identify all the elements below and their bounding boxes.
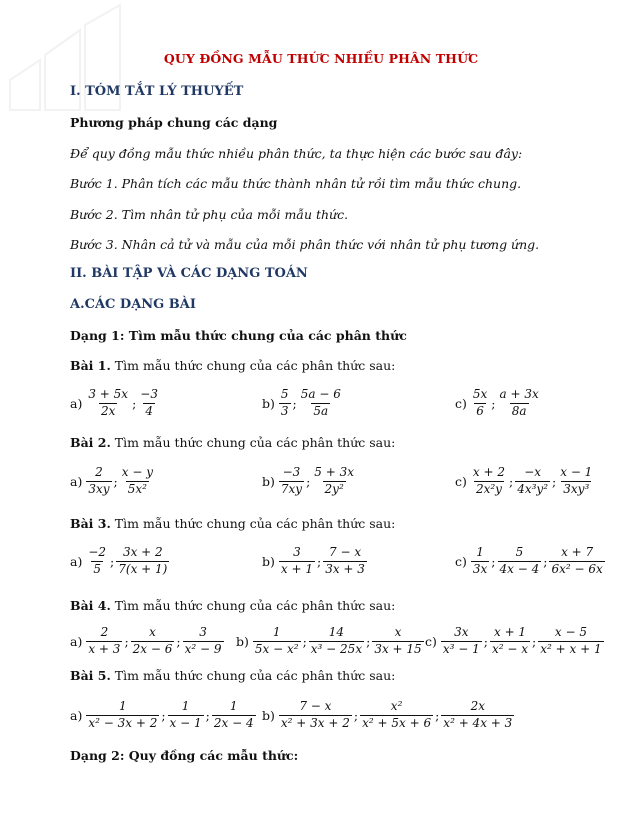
exercise-1-item-a (70, 388, 161, 419)
fraction (279, 388, 291, 419)
exercise-1-prompt: Bài 1. Tìm mẫu thức chung của các phân thức sau: (70, 358, 396, 373)
item-tag: a) (70, 633, 83, 649)
fraction-denominator: 3xy³ (563, 481, 590, 496)
fraction-denominator: 4x − 4 (499, 561, 540, 576)
fraction (279, 546, 315, 577)
fraction-numerator: −x (524, 465, 542, 479)
fraction-separator: ; (176, 633, 181, 649)
fraction-denominator: 4x³y² (517, 481, 549, 496)
fraction (138, 388, 160, 419)
fraction (279, 700, 352, 731)
fraction-numerator: x + 2 (472, 465, 505, 479)
fraction-denominator: 2y² (324, 481, 344, 496)
fraction-numerator: 3 (199, 625, 207, 639)
fraction (253, 626, 301, 657)
fraction-separator: ; (124, 633, 129, 649)
fraction (120, 466, 155, 497)
item-tag: b) (262, 395, 275, 411)
fraction-separator: ; (483, 633, 489, 649)
fraction-denominator: 8a (511, 403, 527, 418)
fraction-numerator: 2x (470, 699, 485, 713)
exercise-1-item-b (262, 388, 344, 419)
fraction (299, 388, 343, 419)
fraction-denominator: x + 1 (280, 561, 313, 576)
fraction (498, 388, 541, 419)
fraction-separator: ; (302, 633, 307, 649)
step-1: Bước 1. Phân tích các mẫu thức thành nhân tử rồi tìm mẫu thức chung. (70, 176, 522, 191)
fraction-separator: ; (532, 633, 537, 649)
fraction-denominator: 4 (145, 403, 153, 418)
fraction-separator: ; (435, 707, 440, 723)
fraction-denominator: x² + 4x + 3 (443, 715, 513, 730)
fraction-separator: ; (110, 553, 115, 569)
exercise-2-item-c (455, 466, 595, 497)
fraction-numerator: 3 (293, 545, 301, 559)
exercise-5-item-a (70, 700, 257, 731)
item-tag: c) (455, 553, 467, 569)
fraction-denominator: 5 (93, 561, 102, 576)
fraction-denominator: x² − x (492, 641, 529, 656)
fraction-denominator: 3x + 15 (374, 641, 422, 656)
exercise-2-item-a (70, 466, 156, 497)
fraction-numerator: x² (390, 699, 403, 713)
fraction-denominator: x² + x + 1 (540, 641, 602, 656)
type-2-heading: Dạng 2: Quy đồng các mẫu thức: (70, 748, 299, 763)
fraction-separator: ; (543, 553, 548, 569)
exercise-4-item-a (70, 626, 225, 657)
item-tag: b) (236, 633, 249, 649)
fraction-numerator: 3 + 5x (88, 387, 129, 401)
fraction-numerator: 5 + 3x (314, 465, 355, 479)
fraction-separator: ; (113, 473, 118, 489)
fraction (183, 626, 224, 657)
fraction-denominator: 2x − 6 (132, 641, 173, 656)
fraction (372, 626, 423, 657)
fraction-numerator: 1 (181, 699, 190, 713)
fraction-numerator: 5 (280, 387, 289, 401)
fraction-numerator: 5 (515, 545, 524, 559)
subsection-heading-types: A.CÁC DẠNG BÀI (70, 297, 196, 312)
fraction (168, 700, 204, 731)
fraction-denominator: 5a (313, 403, 329, 418)
item-tag: c) (455, 395, 467, 411)
fraction-numerator: 7 − x (299, 699, 332, 713)
fraction-numerator: x − 5 (554, 625, 587, 639)
item-tag: a) (70, 395, 83, 411)
fraction-denominator: x² − 9 (184, 641, 222, 656)
fraction-separator: ; (508, 473, 514, 489)
fraction-numerator: 1 (272, 625, 281, 639)
item-tag: a) (70, 707, 83, 723)
fraction-denominator: 2x (101, 403, 116, 418)
fraction-denominator: x² − 3x + 2 (88, 715, 158, 730)
exercise-5-item-b (262, 700, 515, 731)
item-tag: c) (455, 473, 467, 489)
exercise-3-item-c (455, 546, 606, 577)
fraction (312, 466, 356, 497)
fraction (515, 466, 550, 497)
exercise-5-prompt: Bài 5. Tìm mẫu thức chung của các phân thức sau: (70, 668, 396, 683)
fraction (309, 626, 364, 657)
fraction-denominator: x² + 5x + 6 (362, 715, 432, 730)
fraction-numerator: x + 7 (561, 545, 594, 559)
fraction (441, 700, 514, 731)
fraction-numerator: 2 (100, 625, 109, 639)
fraction (360, 700, 433, 731)
exercise-1-item-c (455, 388, 542, 419)
fraction (323, 546, 367, 577)
fraction-denominator: x² + 3x + 2 (280, 715, 350, 730)
fraction-numerator: x − y (121, 465, 153, 479)
fraction-numerator: 5a − 6 (300, 387, 341, 401)
fraction-numerator: x (149, 625, 156, 639)
item-tag: a) (70, 553, 83, 569)
exercise-4-item-b (236, 626, 425, 657)
fraction (549, 546, 604, 577)
fraction-numerator: −3 (282, 465, 301, 479)
fraction-numerator: x + 1 (493, 625, 527, 639)
fraction (471, 466, 507, 497)
item-tag: b) (262, 473, 275, 489)
fraction-numerator: 1 (119, 699, 127, 713)
item-tag: b) (262, 707, 275, 723)
fraction-denominator: 3x (472, 561, 488, 576)
fraction-separator: ; (132, 395, 137, 411)
fraction (86, 626, 122, 657)
fraction-separator: ; (161, 707, 166, 723)
fraction-numerator: 5x (472, 387, 488, 401)
step-3: Bước 3. Nhân cả tử và mẫu của mỗi phân thức với nhân tử phụ tương ứng. (70, 237, 540, 252)
fraction (212, 700, 256, 731)
fraction-separator: ; (353, 707, 359, 723)
fraction-denominator: x + 3 (88, 641, 121, 656)
fraction (471, 546, 489, 577)
item-tag: c) (425, 633, 437, 649)
fraction-separator: ; (366, 633, 371, 649)
fraction-denominator: 6 (476, 403, 484, 418)
fraction-denominator: 5x² (127, 481, 147, 496)
fraction (498, 546, 542, 577)
fraction-denominator: x³ − 1 (442, 641, 480, 656)
fraction-numerator: 14 (328, 625, 345, 639)
method-heading: Phương pháp chung các dạng (70, 115, 278, 130)
section-heading-exercises: II. BÀI TẬP VÀ CÁC DẠNG TOÁN (70, 266, 308, 281)
fraction-numerator: x − 1 (560, 465, 593, 479)
fraction-separator: ; (552, 473, 557, 489)
fraction-numerator: 3x (454, 625, 469, 639)
exercise-2-prompt: Bài 2. Tìm mẫu thức chung của các phân thức sau: (70, 435, 396, 450)
document-title: QUY ĐỒNG MẪU THỨC NHIỀU PHÂN THỨC (163, 51, 479, 66)
fraction-denominator: 7xy (280, 481, 303, 496)
fraction-numerator: 1 (229, 699, 238, 713)
fraction-denominator: 2x − 4 (213, 715, 254, 730)
fraction-denominator: x − 1 (169, 715, 202, 730)
fraction-denominator: 7(x + 1) (118, 561, 168, 576)
fraction-denominator: x³ − 25x (310, 641, 363, 656)
fraction-separator: ; (306, 473, 311, 489)
fraction-denominator: 3 (280, 403, 289, 418)
exercise-4-item-c (425, 626, 605, 657)
fraction-separator: ; (491, 395, 496, 411)
fraction-denominator: 3x + 3 (325, 561, 365, 576)
exercise-3-item-b (262, 546, 368, 577)
fraction (116, 546, 169, 577)
fraction-numerator: 1 (476, 545, 484, 559)
fraction-denominator: 6x² − 6x (551, 561, 603, 576)
fraction-separator: ; (292, 395, 297, 411)
fraction (279, 466, 304, 497)
fraction-separator: ; (316, 553, 322, 569)
fraction-separator: ; (491, 553, 496, 569)
fraction (86, 466, 111, 497)
section-heading-theory: I. TÓM TẮT LÝ THUYẾT (70, 84, 244, 99)
fraction (86, 700, 159, 731)
exercise-2-item-b (262, 466, 357, 497)
fraction-numerator: a + 3x (499, 387, 539, 401)
fraction-numerator: 7 − x (329, 545, 362, 559)
fraction-separator: ; (205, 707, 210, 723)
fraction (538, 626, 603, 657)
fraction-numerator: 2 (95, 465, 103, 479)
fraction-numerator: x (394, 625, 402, 639)
fraction (558, 466, 594, 497)
fraction (471, 388, 489, 419)
exercise-3-item-a (70, 546, 170, 577)
fraction-numerator: −2 (88, 545, 107, 559)
fraction (86, 546, 108, 577)
fraction-numerator: 3x + 2 (122, 545, 163, 559)
fraction-denominator: 5x − x² (254, 641, 299, 656)
item-tag: a) (70, 473, 83, 489)
fraction-denominator: 3xy (88, 481, 110, 496)
exercise-4-prompt: Bài 4. Tìm mẫu thức chung của các phân thức sau: (70, 598, 396, 613)
fraction (86, 388, 130, 419)
step-2: Bước 2. Tìm nhân tử phụ của mỗi mẫu thức. (70, 207, 349, 222)
fraction (490, 626, 530, 657)
exercise-3-prompt: Bài 3. Tìm mẫu thức chung của các phân thức sau: (70, 516, 396, 531)
fraction (131, 626, 175, 657)
item-tag: b) (262, 553, 275, 569)
intro-text: Để quy đồng mẫu thức nhiều phân thức, ta thực hiện các bước sau đây: (70, 146, 523, 161)
fraction-numerator: −3 (140, 387, 158, 401)
type-1-heading: Dạng 1: Tìm mẫu thức chung của các phân thức (70, 328, 407, 343)
fraction-denominator: 2x²y (475, 481, 502, 496)
fraction (441, 626, 482, 657)
